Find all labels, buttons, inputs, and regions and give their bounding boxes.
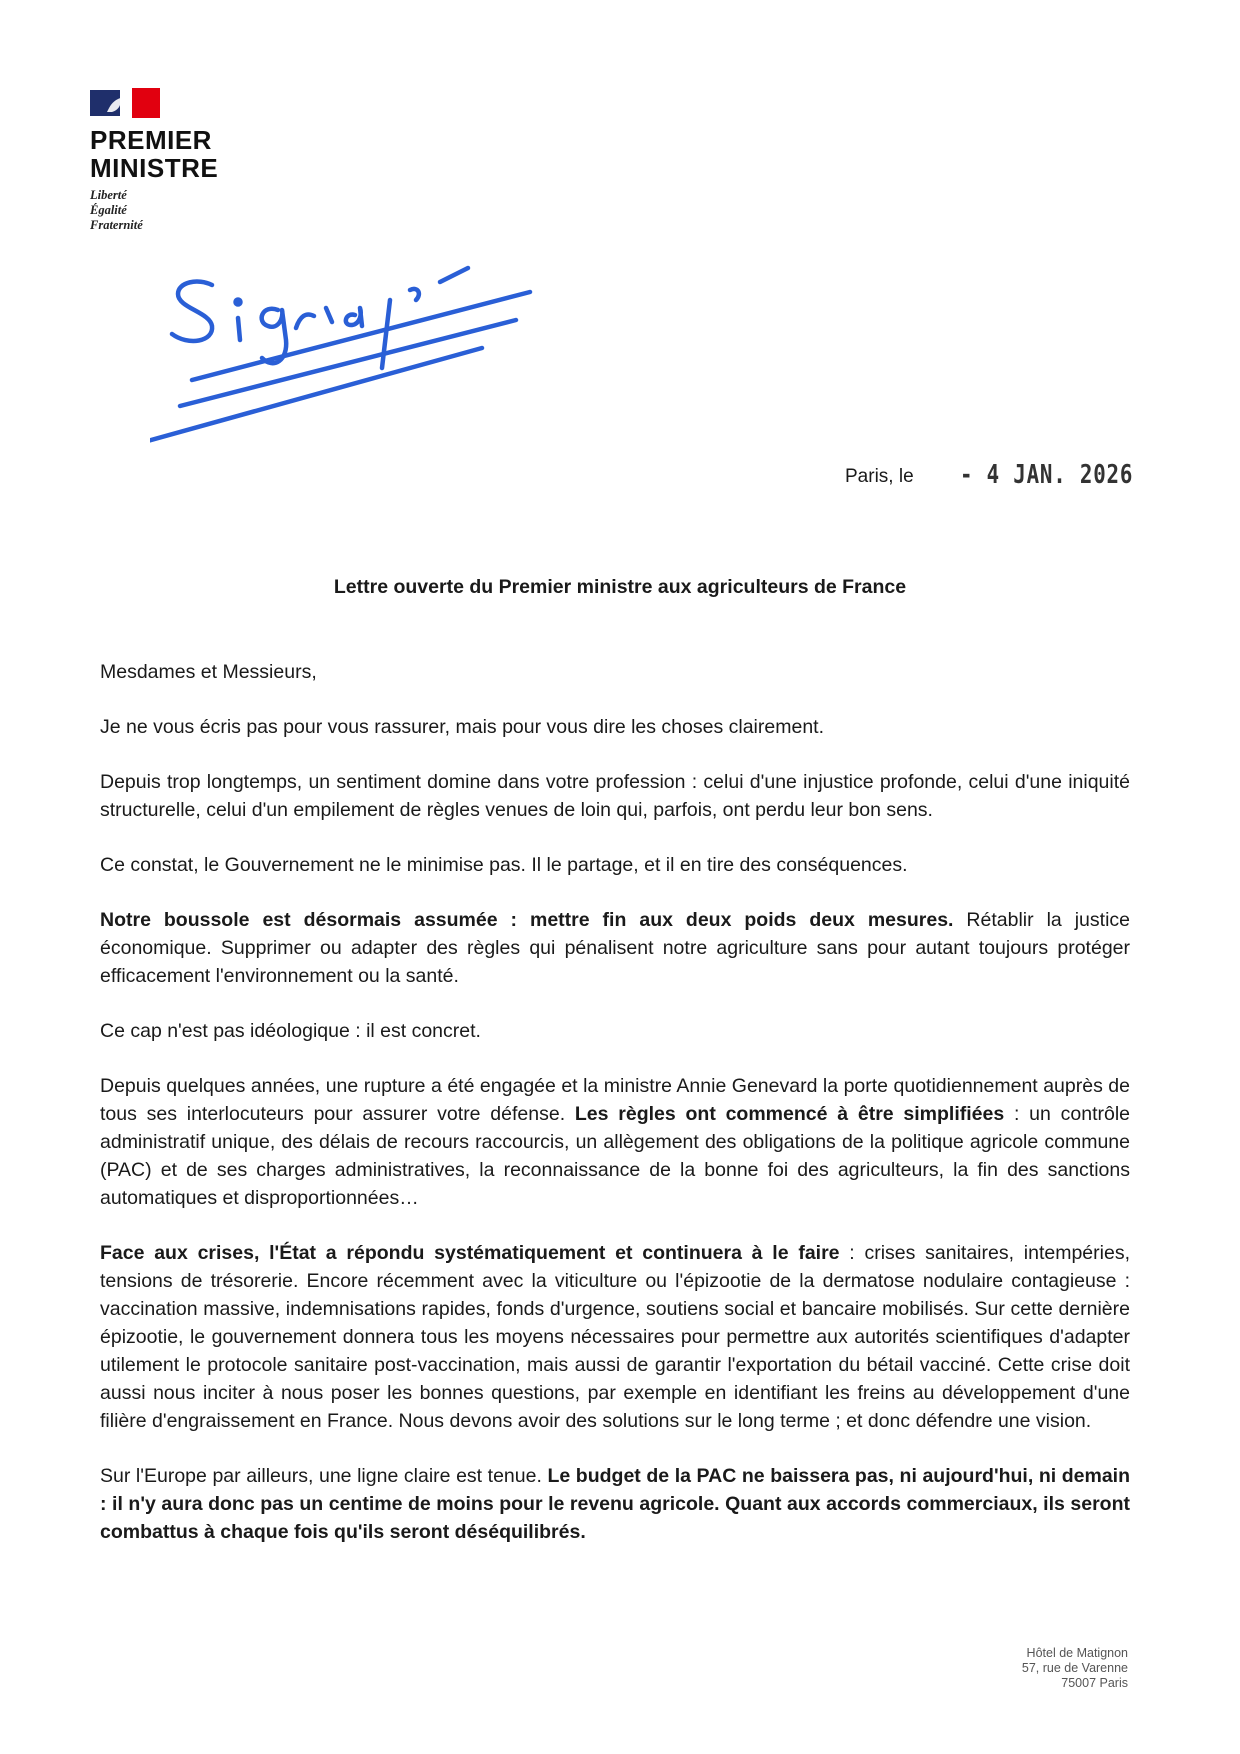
date-stamp: - 4 JAN. 2026 xyxy=(960,460,1134,490)
text: Je ne vous écris pas pour vous rassurer, mais pour vous dire les choses clairement. xyxy=(100,716,824,738)
bold-text: Face aux crises, l'État a répondu systématiquement et continuera à le faire xyxy=(100,1242,840,1264)
text: Rétablir la justice économique. Supprimer ou adapter des règles qui pénalisent notre agriculture sans pour autant toujours protéger efficacement l'environnement ou la santé. xyxy=(100,909,1130,987)
paragraph-1 xyxy=(100,658,1130,686)
text: Ce cap n'est pas idéologique : il est concret. xyxy=(100,1020,481,1042)
motto-egalite: Égalité xyxy=(90,203,127,217)
org-name xyxy=(90,126,218,182)
org-name-line1: PREMIER xyxy=(90,125,212,155)
handwritten-signature xyxy=(150,230,600,510)
text: Depuis trop longtemps, un sentiment domine dans votre profession : celui d'une injustice profonde, celui d'une iniquité structurelle, celui d'un empilement de règles venues de loin qui, parfois, ont perdu leur bon sens. xyxy=(100,771,1130,821)
government-logo xyxy=(90,88,218,233)
motto-fraternite: Fraternité xyxy=(90,218,143,232)
address-block xyxy=(1022,1646,1128,1691)
text: Sur l'Europe par ailleurs, une ligne claire est tenue. xyxy=(100,1465,548,1487)
paragraph-9 xyxy=(100,1462,1130,1546)
republic-motto xyxy=(90,188,218,233)
date-label: Paris, le xyxy=(845,466,914,487)
address-line-2: 57, rue de Varenne xyxy=(1021,1661,1128,1675)
paragraph-4 xyxy=(100,851,1130,879)
bold-text: Notre boussole est désormais assumée : mettre fin aux deux poids deux mesures. xyxy=(100,909,954,931)
address-line-1: Hôtel de Matignon xyxy=(1026,1646,1128,1660)
paragraph-6 xyxy=(100,1017,1130,1045)
org-name-line2: MINISTRE xyxy=(90,153,219,183)
letter-body xyxy=(100,658,1130,1573)
paragraph-5 xyxy=(100,906,1130,990)
letter-title: Lettre ouverte du Premier ministre aux agriculteurs de France xyxy=(333,576,907,598)
paragraph-8 xyxy=(100,1239,1130,1435)
paragraph-7 xyxy=(100,1072,1130,1212)
text: Mesdames et Messieurs, xyxy=(100,661,317,683)
paragraph-2 xyxy=(100,713,1130,741)
bold-text: Les règles ont commencé à être simplifiées xyxy=(574,1103,1005,1125)
motto-liberte: Liberté xyxy=(90,188,127,202)
text: : crises sanitaires, intempéries, tensions de trésorerie. Encore récemment avec la viticulture ou l'épizootie de la dermatose nodulaire contagieuse : vaccination massive, indemnisations rapides, fonds d'urgence, soutiens social et bancaire mobilisés. Sur cette dernière épizootie, le gouvernement donnera tous les moyens nécessaires pour permettre aux autorités scientifiques d'adapter utilement le protocole sanitaire post-vaccination, mais aussi de garantir l'exportation du bétail vacciné. Cette crise doit aussi nous inciter à nous poser les bonnes questions, par exemple en identifiant les freins au développement d'une filière d'engraissement en France. Nous devons avoir des solutions sur le long terme ; et donc défendre une vision. xyxy=(100,1242,1130,1432)
marianne-flag-icon xyxy=(90,88,160,118)
address-line-3: 75007 Paris xyxy=(1061,1676,1128,1690)
text: Ce constat, le Gouvernement ne le minimise pas. Il le partage, et il en tire des conséquences. xyxy=(100,854,908,876)
text: Depuis quelques années, une rupture a été engagée et la ministre Annie Genevard la porte quotidiennement auprès de tous ses interlocuteurs pour assurer votre défense. xyxy=(100,1075,1130,1125)
text: : un contrôle administratif unique, des délais de recours raccourcis, un allègement des obligations de la politique agricole commune (PAC) et de ses charges administratives, la reconnaissance de la bonne foi des agriculteurs, la fin des sanctions automatiques et disproportionnées… xyxy=(100,1103,1131,1209)
paragraph-3 xyxy=(100,768,1130,824)
bold-text: Le budget de la PAC ne baissera pas, ni aujourd'hui, ni demain : il n'y aura donc pas un centime de moins pour le revenu agricole. Quant aux accords commerciaux, ils seront combattus à chaque fois qu'ils seront déséquilibrés. xyxy=(100,1465,1130,1543)
